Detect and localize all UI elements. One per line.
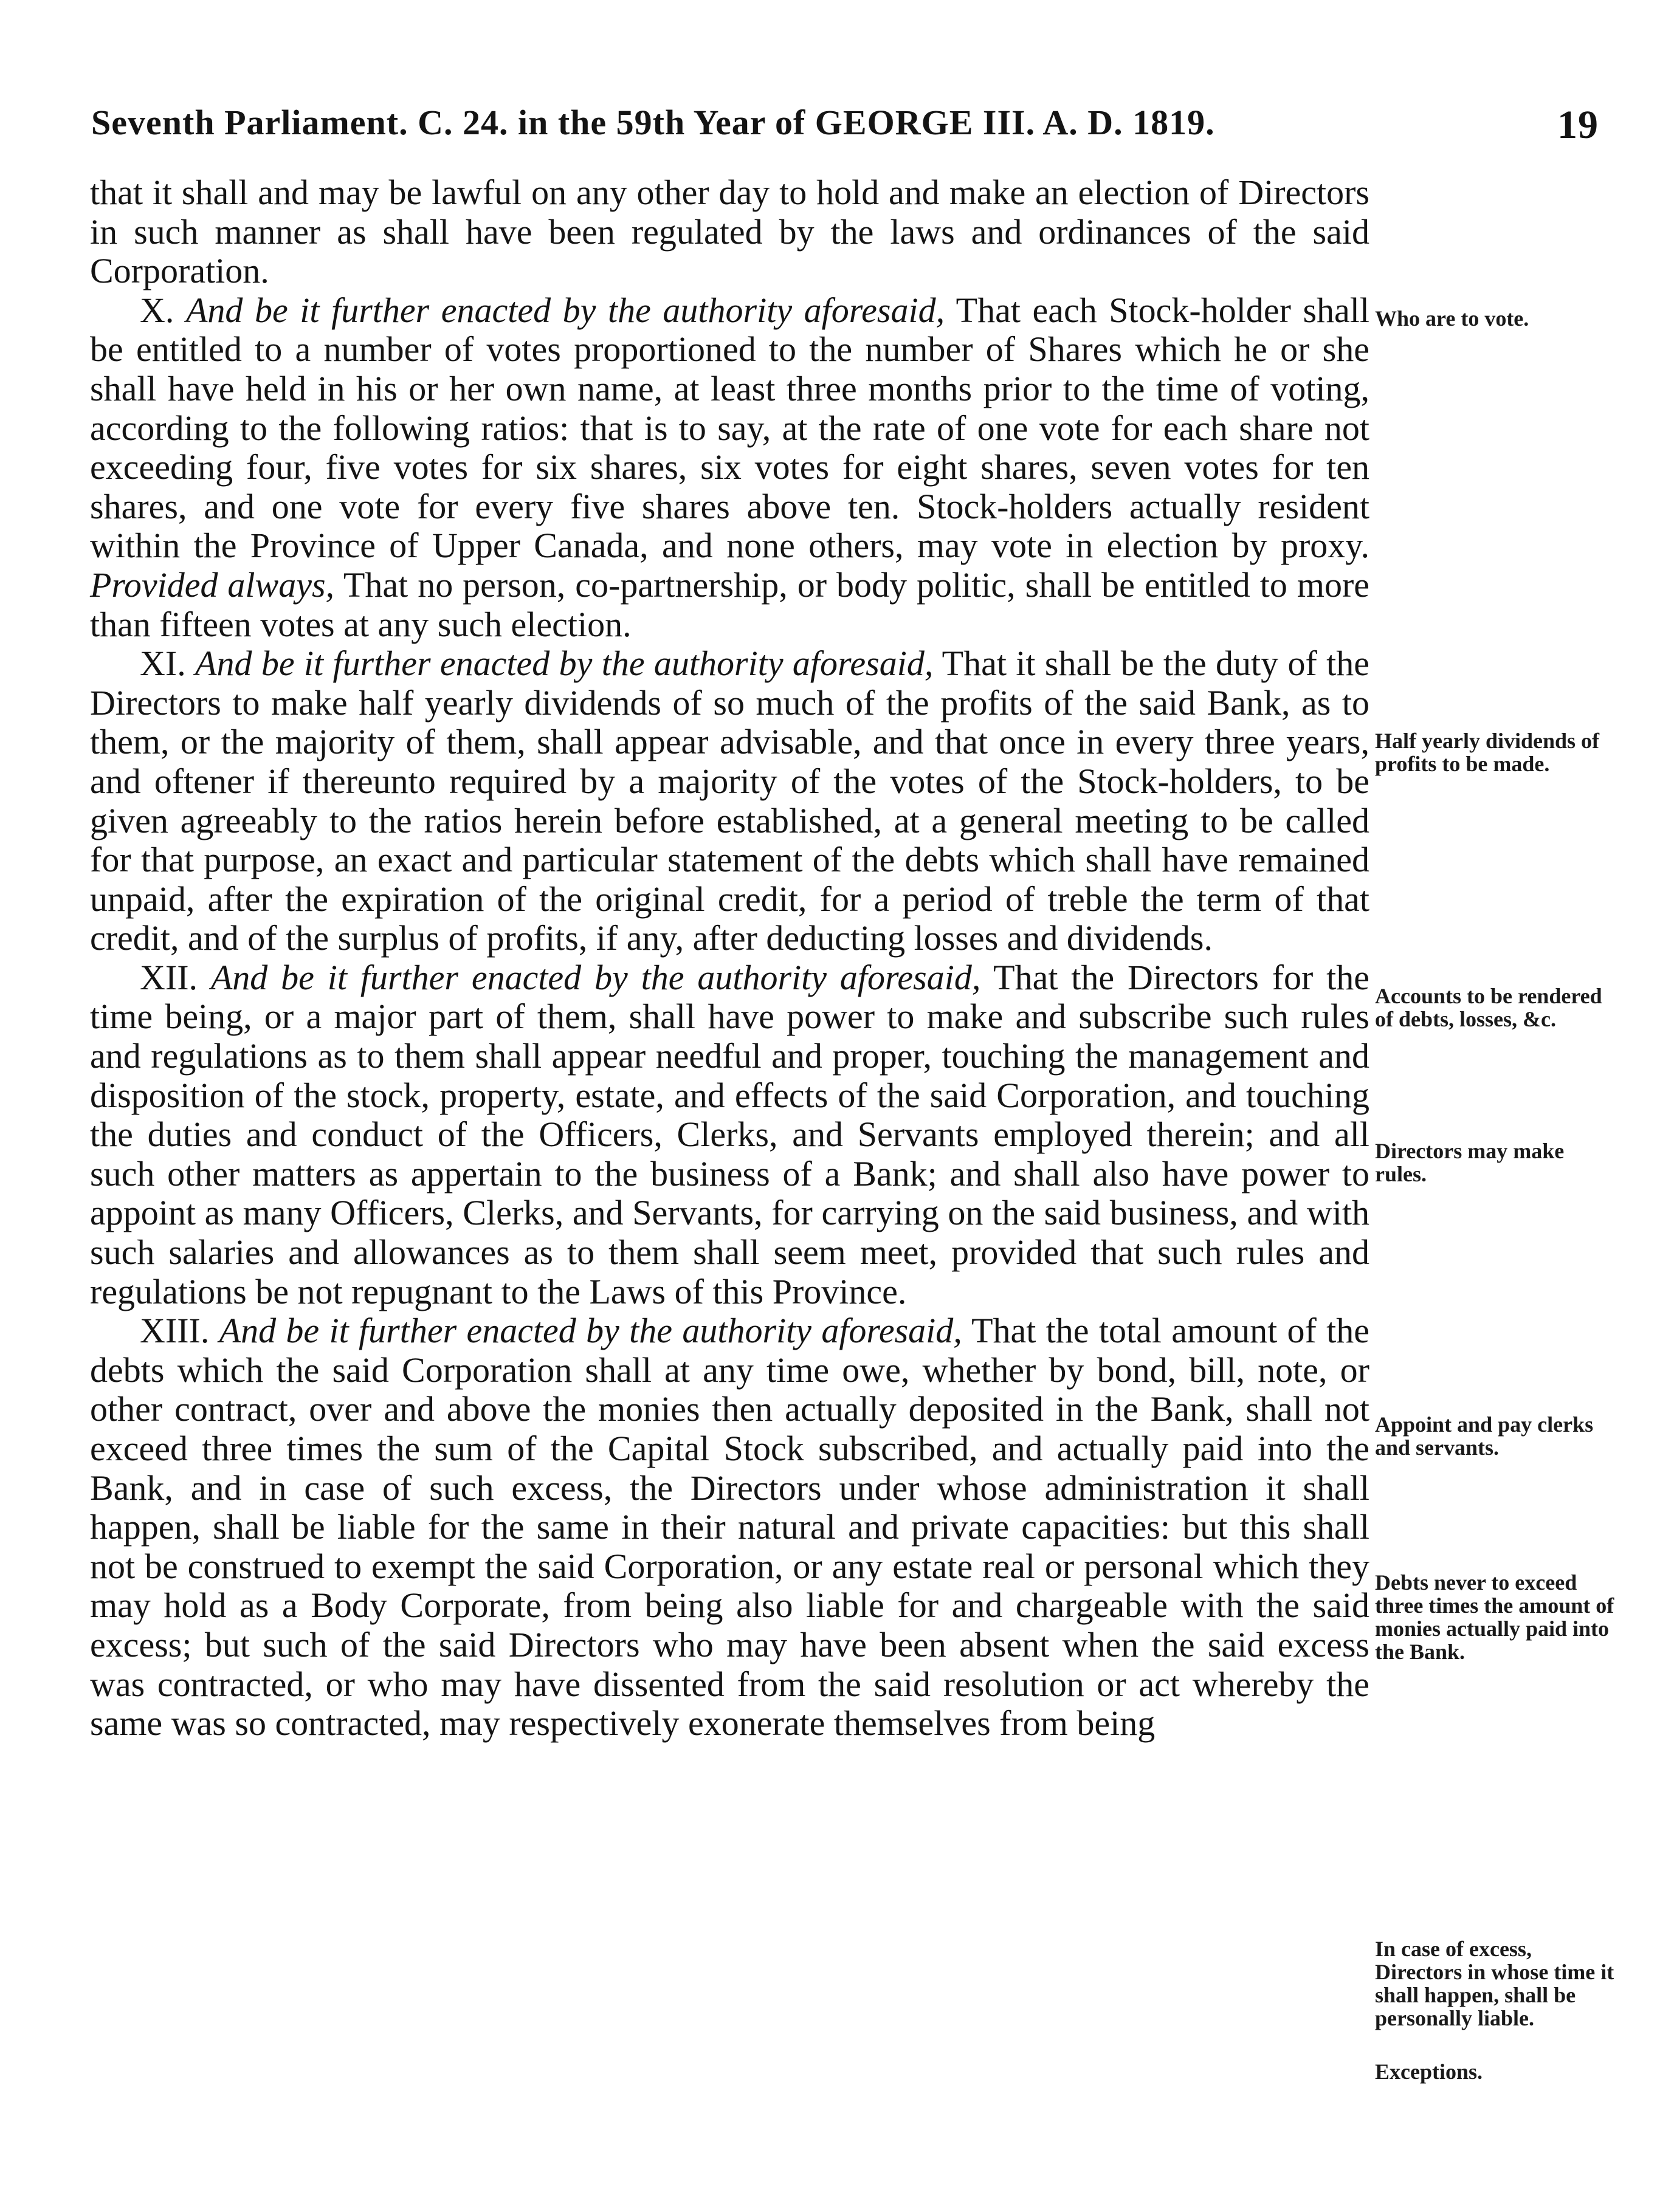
proviso-clause: Provided always, xyxy=(90,565,335,605)
section-text: That each Stock-holder shall be entitled to a number of votes proportioned to the number of Shares which he or she shall have held in his or her own name, at least three months prior to the time of voting, according to the following ratios: that is to say, at the rate of one vote for each share not exceeding four, five votes for six shares, six votes for eight shares, seven votes for ten shares, and one vote for every five shares above ten. Stock-holders actually resident within the Province of Upper Canada, and none others, may vote in election by proxy. xyxy=(90,290,1370,566)
marginal-note-appoint-clerks: Appoint and pay clerks and servants. xyxy=(1375,1412,1594,1460)
section-xi-paragraph xyxy=(90,644,1369,958)
section-xiii-paragraph xyxy=(90,1311,1369,1743)
continuation-text: that it shall and may be lawful on any other day to hold and make an election of Directors in such manner as shall have been regulated by the laws and ordinances of the said Corporation. xyxy=(90,173,1369,291)
enacting-clause: And be it further enacted by the authority aforesaid, xyxy=(195,644,934,684)
enacting-clause: And be it further enacted by the authority aforesaid, xyxy=(185,290,945,330)
section-number: XII. xyxy=(140,957,198,997)
section-number: XI. xyxy=(140,644,186,684)
section-x-paragraph xyxy=(90,291,1369,644)
page-header xyxy=(91,102,1599,157)
section-xii-paragraph xyxy=(90,958,1369,1311)
section-text-after-proviso: That no person, co-partnership, or body politic, shall be entitled to more than fifteen votes at any such election. xyxy=(90,565,1370,644)
paragraph-continuation xyxy=(90,173,1369,291)
running-title: Seventh Parliament. C. 24. in the 59th Year of GEORGE III. A. D. 1819. xyxy=(91,103,1215,142)
marginal-note-debt-limit: Debts never to exceed three times the amount of monies actually paid into the Bank. xyxy=(1375,1570,1614,1664)
section-text: That the Directors for the time being, or a major part of them, shall have power to make and subscribe such rules and regulations as to them shall appear needful and proper, touching the management and disposition of the stock, property, estate, and effects of the said Corporation, and touching the duties and conduct of the Officers, Clerks, and Servants employed therein; and all such other matters as appertain to the business of a Bank; and shall also have power to appoint as many Officers, Clerks, and Servants, for carrying on the said business, and with such salaries and allowances as to them shall seem meet, provided that such rules and regulations be not repugnant to the Laws of this Province. xyxy=(90,957,1370,1311)
section-text: That the total amount of the debts which the said Corporation shall at any time owe, whether by bond, bill, note, or other contract, over and above the monies then actually deposited in the Bank, shall not exceed three times the sum of the Capital Stock subscribed, and actually paid into the Bank, and in case of such excess, the Directors under whose administration it shall happen, shall be liable for the same in their natural and private capacities: but this shall not be construed to exempt the said Corporation, or any estate real or personal which they may hold as a Body Corporate, from being also liable for and chargeable with the said excess; but such of the said Directors who may have been absent when the said excess was contracted, or who may have dissented from the said resolution or act whereby the same was so contracted, may respectively exonerate themselves from being xyxy=(90,1311,1370,1743)
marginal-note-liability: In case of excess, Directors in whose time it shall happen, shall be personally liable. xyxy=(1375,1937,1614,2030)
section-number: X. xyxy=(140,290,174,330)
section-number: XIII. xyxy=(140,1311,210,1351)
marginal-note-accounts: Accounts to be rendered of debts, losses, &c. xyxy=(1375,984,1602,1031)
marginal-note-make-rules: Directors may make rules. xyxy=(1375,1139,1565,1186)
main-text-column xyxy=(90,173,1369,1743)
page-number: 19 xyxy=(1557,103,1599,147)
section-text: That it shall be the duty of the Directors to make half yearly dividends of so much of the profits of the said Bank, as to them, or the majority of them, shall appear advisable, and that once in every three years, and oftener if thereunto required by a majority of the votes of the Stock-holders, to be given agreeably to the ratios herein before established, at a general meeting to be called for that purpose, an exact and particular statement of the debts which shall have remained unpaid, after the expiration of the original credit, for a period of treble the term of that credit, and of the surplus of profits, if any, after deducting losses and dividends. xyxy=(90,644,1370,958)
marginal-note-who-vote: Who are to vote. xyxy=(1375,306,1529,331)
enacting-clause: And be it further enacted by the authority aforesaid, xyxy=(210,957,981,997)
marginal-note-exceptions: Exceptions. xyxy=(1375,2059,1483,2084)
marginal-note-dividends: Half yearly dividends of profits to be made. xyxy=(1375,729,1600,776)
enacting-clause: And be it further enacted by the authority aforesaid, xyxy=(219,1311,962,1351)
